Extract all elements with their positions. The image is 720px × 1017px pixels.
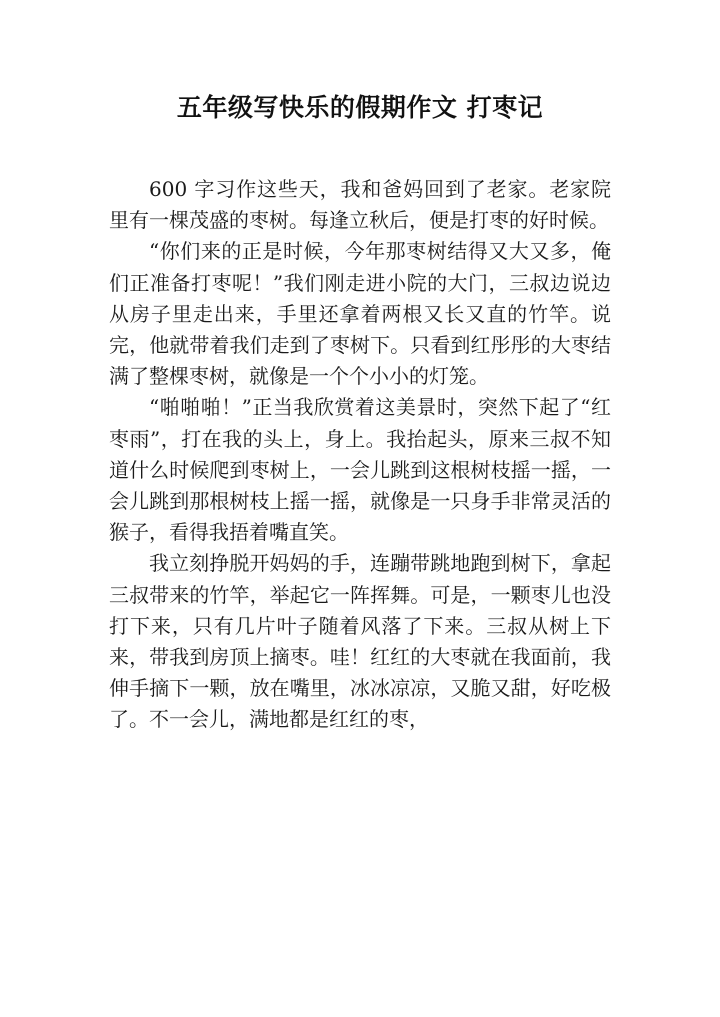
paragraph-3: “啪啪啪！”正当我欣赏着这美景时，突然下起了“红枣雨”，打在我的头上，身上。我抬起头，原来三叔不知道什么时候爬到枣树上，一会儿跳到这根树枝摇一摇，一会儿跳到那根树枝上摇一摇，就像是一只身手非常灵活的猴子，看得我捂着嘴直笑。 [109,395,611,545]
paragraph-4: 我立刻挣脱开妈妈的手，连蹦带跳地跑到树下，拿起三叔带来的竹竿，举起它一阵挥舞。可是，一颗枣儿也没打下来，只有几片叶子随着风落了下来。三叔从树上下来，带我到房顶上摘枣。哇！红红的大枣就在我面前，我伸手摘下一颗，放在嘴里，冰冰凉凉，又脆又甜，好吃极了。不一会儿，满地都是红红的枣， [109,551,611,732]
document-body [109,174,611,736]
paragraph-1: 600 字习作这些天，我和爸妈回到了老家。老家院里有一棵茂盛的枣树。每逢立秋后，便是打枣的好时候。 [109,177,611,233]
paragraph-2: “你们来的正是时候，今年那枣树结得又大又多，俺们正准备打枣呢！”我们刚走进小院的大门，三叔边说边从房子里走出来，手里还拿着两根又长又直的竹竿。说完，他就带着我们走到了枣树下。只看到红彤彤的大枣结满了整棵枣树，就像是一个个小小的灯笼。 [109,239,611,389]
document-title: 五年级写快乐的假期作文 打枣记 [176,93,544,122]
